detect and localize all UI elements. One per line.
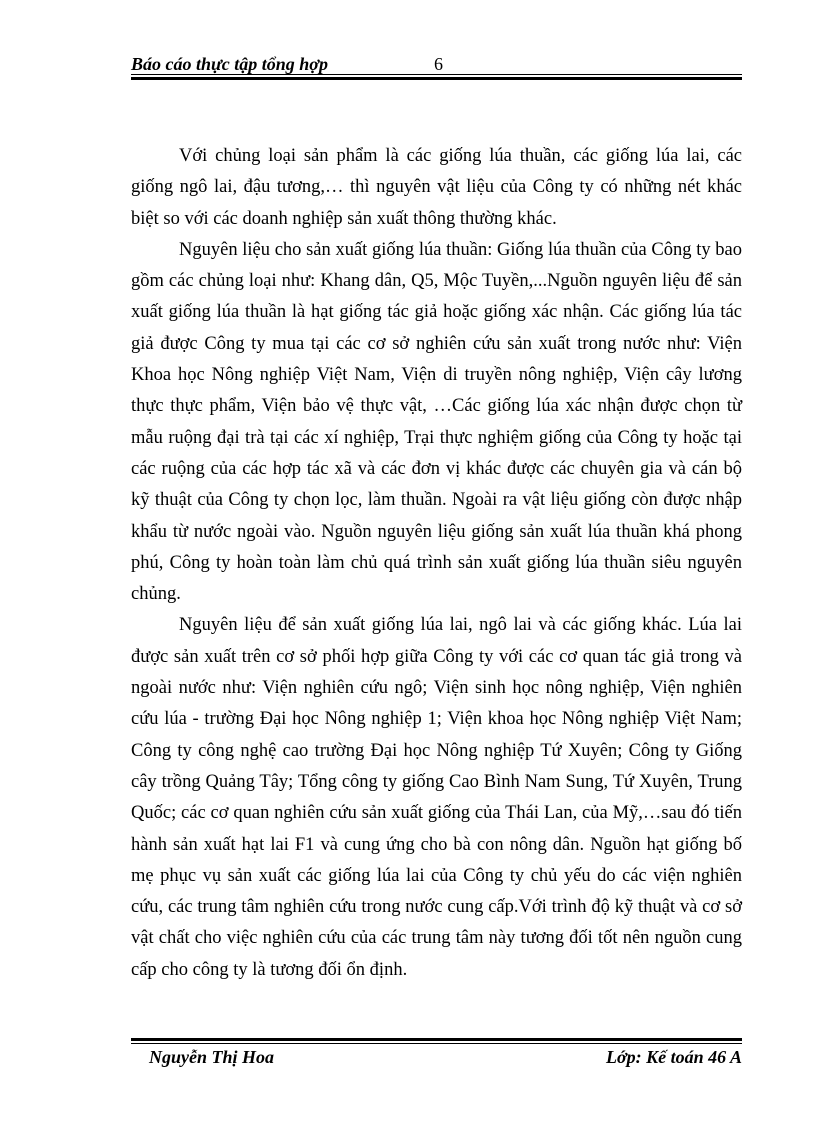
page-footer bbox=[131, 1044, 742, 1070]
page-header bbox=[131, 52, 742, 76]
header-title: Báo cáo thực tập tổng hợp bbox=[131, 54, 328, 74]
paragraph: Nguyên liệu để sản xuất giống lúa lai, ngô lai và các giống khác. Lúa lai được sản xuất trên cơ sở phối hợp giữa Công ty với các cơ quan tác giả trong và ngoài nước như: Viện nghiên cứu ngô; Viện sinh học nông nghiệp, Viện nghiên cứu lúa - trường Đại học Nông nghiệp 1; Viện khoa học Nông nghiệp Việt Nam; Công ty công nghệ cao trường Đại học Nông nghiệp Tứ Xuyên; Công ty Giống cây trồng Quảng Tây; Tổng công ty giống Cao Bình Nam Sung, Tứ Xuyên, Trung Quốc; các cơ quan nghiên cứu sản xuất giống của Thái Lan, của Mỹ,…sau đó tiến hành sản xuất hạt lai F1 và cung ứng cho bà con nông dân. Nguồn hạt giống bố mẹ phục vụ sản xuất các giống lúa lai của Công ty chủ yếu do các viện nghiên cứu, các trung tâm nghiên cứu trong nước cung cấp.Với trình độ kỹ thuật và cơ sở vật chất cho việc nghiên cứu của các trung tâm này tương đối tốt nên nguồn cung cấp cho công ty là tương đối ổn định. bbox=[131, 615, 742, 980]
header-rule-thick bbox=[131, 77, 742, 80]
header-rule-thin bbox=[131, 74, 742, 75]
body-text bbox=[131, 141, 742, 986]
paragraph: Nguyên liệu cho sản xuất giống lúa thuần: Giống lúa thuần của Công ty bao gồm các chủng loại như: Khang dân, Q5, Mộc Tuyền,...Nguồn nguyên liệu để sản xuất giống lúa thuần là hạt giống tác giả hoặc giống xác nhận. Các giống lúa tác giả được Công ty mua tại các cơ sở nghiên cứu sản xuất trong nước như: Viện Khoa học Nông nghiệp Việt Nam, Viện di truyền nông nghiệp, Viện cây lương thực thực phẩm, Viện bảo vệ thực vật, …Các giống lúa xác nhận được chọn từ mẫu ruộng đại trà tại các xí nghiệp, Trại thực nghiệm giống của Công ty hoặc tại các ruộng của các hợp tác xã và các đơn vị khác được các chuyên gia và cán bộ kỹ thuật của Công ty chọn lọc, làm thuần. Ngoài ra vật liệu giống còn được nhập khẩu từ nước ngoài vào. Nguồn nguyên liệu giống sản xuất lúa thuần khá phong phú, Công ty hoàn toàn làm chủ quá trình sản xuất giống lúa thuần siêu nguyên chủng. bbox=[131, 239, 742, 605]
paragraph: Với chủng loại sản phẩm là các giống lúa thuần, các giống lúa lai, các giống ngô lai, đậu tương,… thì nguyên vật liệu của Công ty có những nét khác biệt so với các doanh nghiệp sản xuất thông thường khác. bbox=[131, 146, 742, 229]
footer-class: Lớp: Kế toán 46 A bbox=[606, 1047, 742, 1067]
page-number: 6 bbox=[434, 54, 443, 74]
footer-rule-thick bbox=[131, 1038, 742, 1041]
footer-author: Nguyễn Thị Hoa bbox=[149, 1047, 275, 1067]
